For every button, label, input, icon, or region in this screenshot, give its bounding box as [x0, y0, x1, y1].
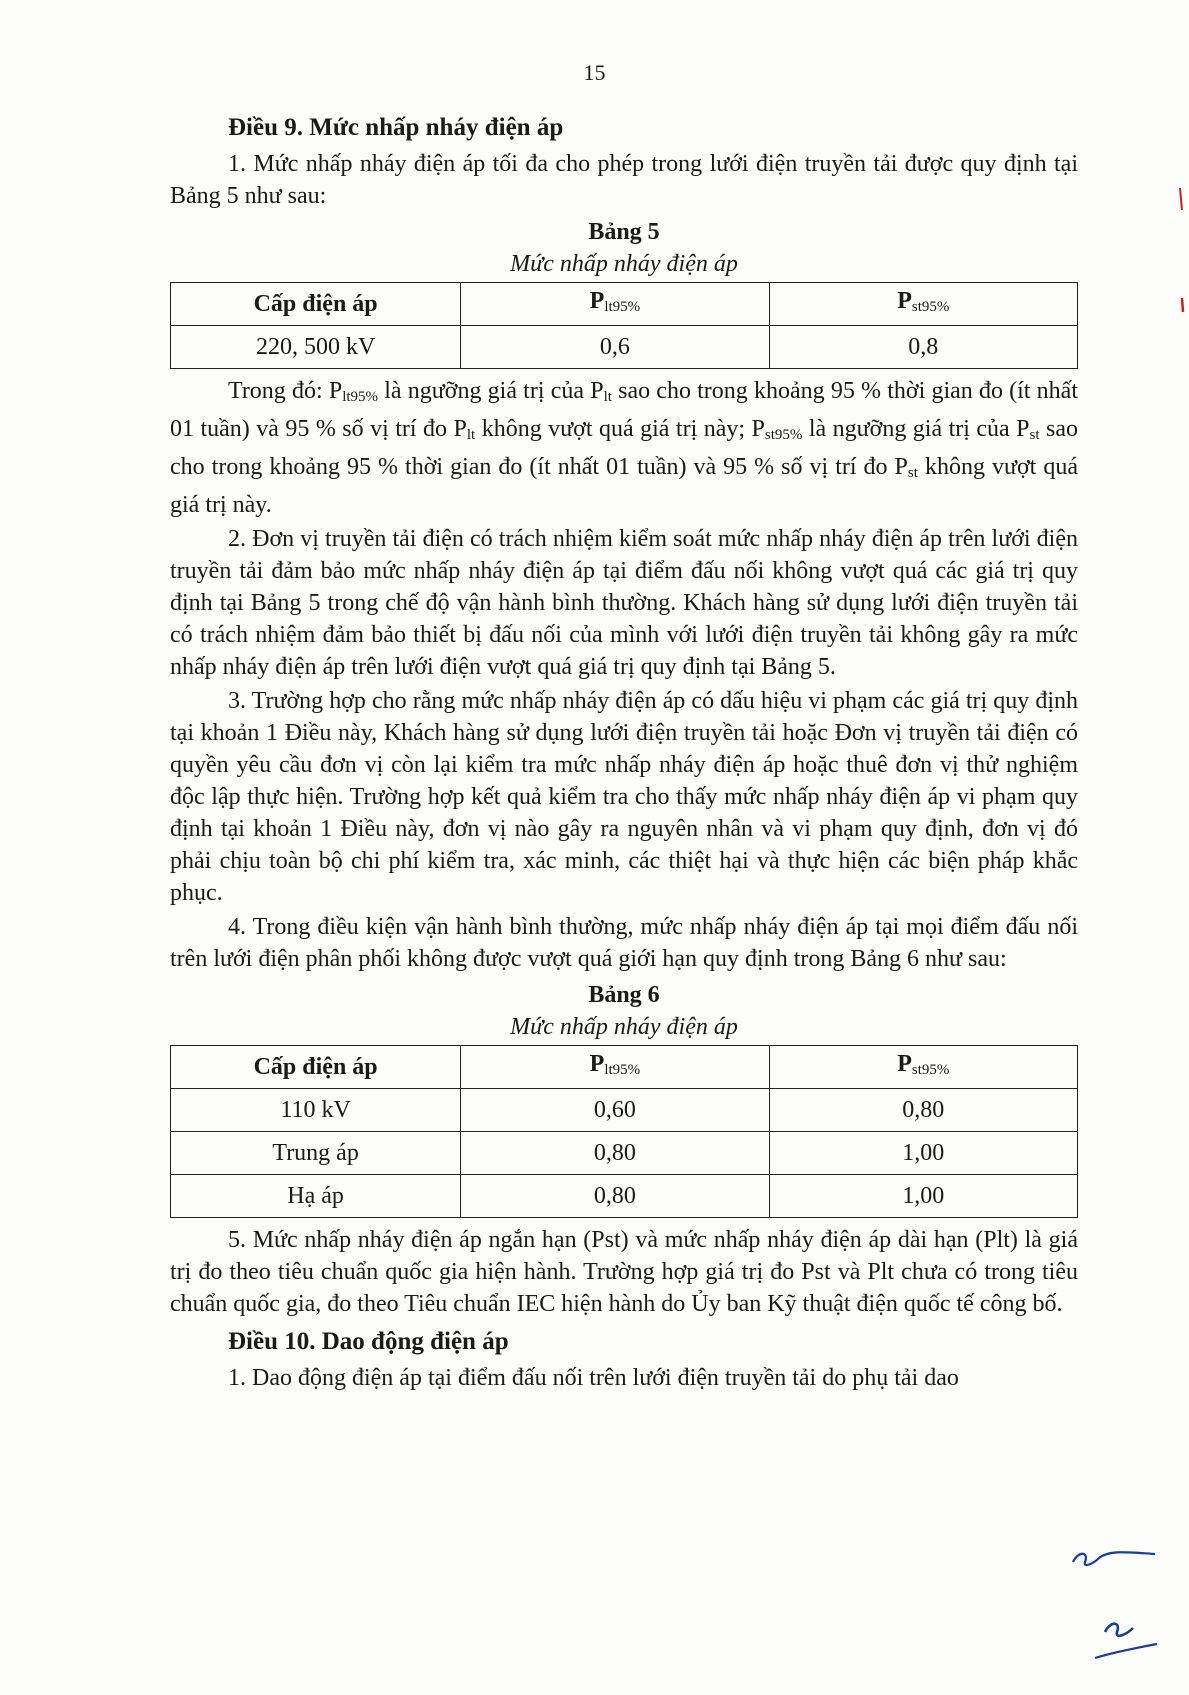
cell-pst: 0,80 — [769, 1089, 1077, 1132]
header-voltage-level: Cấp điện áp — [171, 283, 461, 326]
cell-plt: 0,80 — [461, 1132, 769, 1175]
table-row — [171, 1175, 1078, 1218]
cell-plt: 0,6 — [461, 326, 769, 369]
table-header-row — [171, 1046, 1078, 1089]
handwritten-initials-icon — [1065, 1540, 1165, 1680]
article-10-title: Điều 10. Dao động điện áp — [228, 1328, 509, 1355]
table-header-row — [171, 283, 1078, 326]
cell-plt: 0,60 — [461, 1089, 769, 1132]
document-body — [170, 112, 1078, 1394]
margin-mark-icon — [1176, 180, 1188, 320]
cell-voltage-level: Hạ áp — [171, 1175, 461, 1218]
article-10-clause-1: 1. Dao động điện áp tại điểm đấu nối trên lưới điện truyền tải do phụ tải dao — [228, 1365, 959, 1391]
cell-voltage-level: 220, 500 kV — [171, 326, 461, 369]
table-5 — [170, 282, 1078, 369]
cell-pst: 1,00 — [769, 1132, 1077, 1175]
header-voltage-level: Cấp điện áp — [171, 1046, 461, 1089]
table-5-note: Trong đó: $P_{lt95\%}$ là ngưỡng giá trị của $P_{lt}$ sao cho trong khoảng 95 % thời gian đo (ít nhất 01 tuần) và 95 % số vị trí đo $P_{lt}$ không vượt quá giá trị này; $P_{st95\%}$ là ngưỡng giá trị của $P_{st}$ sao cho trong khoảng 95 % thời gian đo (ít nhất 01 tuần) và 95 % số vị trí đo $P_{st}$ không vượt quá giá trị này. — [170, 378, 1079, 518]
cell-pst: 0,8 — [769, 326, 1077, 369]
header-plt95: $P_{lt95\%}$ — [461, 283, 769, 326]
cell-pst: 1,00 — [769, 1175, 1077, 1218]
table-row — [171, 326, 1078, 369]
header-pst95: $P_{st95\%}$ — [769, 283, 1077, 326]
article-9-clause-1: 1. Mức nhấp nháy điện áp tối đa cho phép trong lưới điện truyền tải được quy định tại Bảng 5 như sau: — [170, 151, 1078, 209]
article-9-title: Điều 9. Mức nhấp nháy điện áp — [228, 114, 564, 141]
table-6 — [170, 1045, 1078, 1218]
article-9-clause-4: 4. Trong điều kiện vận hành bình thường, mức nhấp nháy điện áp tại mọi điểm đấu nối trên lưới điện phân phối không được vượt quá giới hạn quy định trong Bảng 6 như sau: — [170, 914, 1078, 972]
table-row — [171, 1132, 1078, 1175]
article-9-clause-2: 2. Đơn vị truyền tải điện có trách nhiệm kiểm soát mức nhấp nháy điện áp trên lưới điện truyền tải đảm bảo mức nhấp nháy điện áp tại điểm đấu nối không vượt quá các giá trị quy định tại Bảng 5 trong chế độ vận hành bình thường. Khách hàng sử dụng lưới điện truyền tải có trách nhiệm đảm bảo thiết bị đấu nối của mình với lưới điện truyền tải không gây ra mức nhấp nháy điện áp trên lưới điện vượt quá giá trị quy định tại Bảng 5. — [170, 526, 1078, 680]
table-6-caption: Bảng 6 — [588, 982, 660, 1008]
table-6-subtitle: Mức nhấp nháy điện áp — [510, 1014, 738, 1040]
table-5-subtitle: Mức nhấp nháy điện áp — [510, 251, 738, 277]
table-row — [171, 1089, 1078, 1132]
table-5-caption: Bảng 5 — [588, 219, 660, 245]
header-pst95: $P_{st95\%}$ — [769, 1046, 1077, 1089]
cell-plt: 0,80 — [461, 1175, 769, 1218]
cell-voltage-level: 110 kV — [171, 1089, 461, 1132]
header-plt95: $P_{lt95\%}$ — [461, 1046, 769, 1089]
article-9-clause-5: 5. Mức nhấp nháy điện áp ngắn hạn (Pst) và mức nhấp nháy điện áp dài hạn (Plt) là giá trị đo theo tiêu chuẩn quốc gia hiện hành. Trường hợp giá trị đo Pst và Plt chưa có trong tiêu chuẩn quốc gia, đo theo Tiêu chuẩn IEC hiện hành do Ủy ban Kỹ thuật điện quốc tế công bố. — [170, 1227, 1078, 1317]
page-number: 15 — [583, 60, 606, 85]
article-9-clause-3: 3. Trường hợp cho rằng mức nhấp nháy điện áp có dấu hiệu vi phạm các giá trị quy định tại khoản 1 Điều này, Khách hàng sử dụng lưới điện truyền tải hoặc Đơn vị truyền tải điện có quyền yêu cầu đơn vị còn lại kiểm tra mức nhấp nháy điện áp hoặc thuê đơn vị thử nghiệm độc lập thực hiện. Trường hợp kết quả kiểm tra cho thấy mức nhấp nháy điện áp vi phạm quy định tại khoản 1 Điều này, đơn vị nào gây ra nguyên nhân và vi phạm quy định, đơn vị đó phải chịu toàn bộ chi phí kiểm tra, xác minh, các thiệt hại và thực hiện các biện pháp khắc phục. — [170, 688, 1078, 906]
cell-voltage-level: Trung áp — [171, 1132, 461, 1175]
